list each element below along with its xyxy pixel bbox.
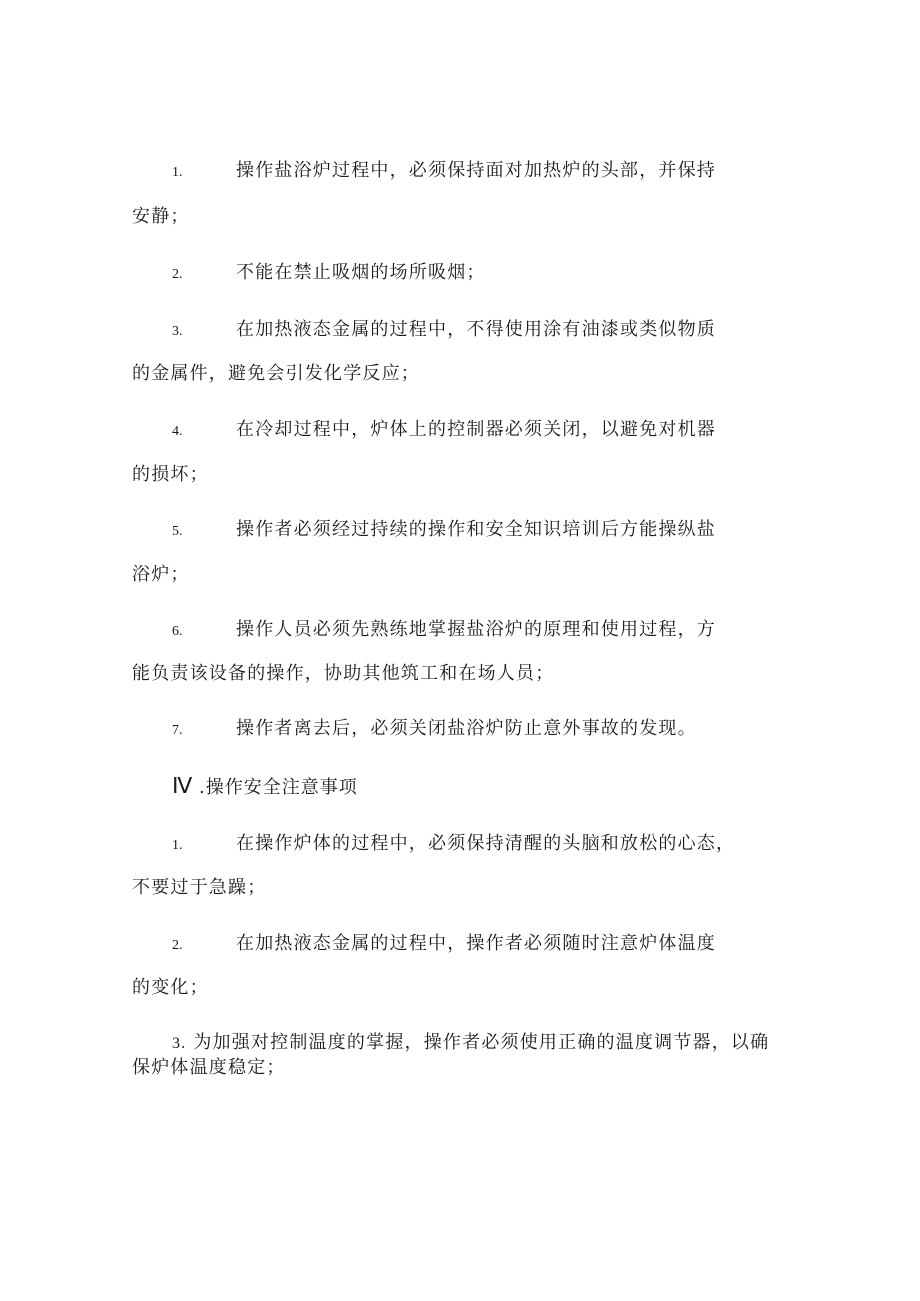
item-text-line1: 操作盐浴炉过程中，必须保持面对加热炉的头部，并保持	[236, 160, 716, 181]
item-text-line1: 不能在禁止吸烟的场所吸烟；	[236, 262, 486, 283]
item-text-line1: 操作者必须经过持续的操作和安全知识培训后方能操纵盐	[236, 519, 716, 540]
item-text-line2: 安静；	[132, 206, 190, 227]
item-text-line1: 在冷却过程中，炉体上的控制器必须关闭，以避免对机器	[236, 419, 716, 440]
item-text-line2: 保炉体温度稳定；	[132, 1057, 286, 1078]
item-text-line2: 的变化；	[132, 977, 209, 998]
item-number: 6.	[172, 624, 183, 639]
item-text-line1: 在加热液态金属的过程中，操作者必须随时注意炉体温度	[236, 933, 716, 954]
item-text-line2: 不要过于急躁；	[132, 877, 267, 898]
item-number: 4.	[172, 424, 183, 439]
item-text-line1: 在加热液态金属的过程中，不得使用涂有油漆或类似物质	[236, 319, 716, 340]
section-title: .操作安全注意事项	[199, 777, 358, 798]
item-number: 2.	[172, 938, 183, 953]
item-number: 2.	[172, 267, 183, 282]
item-text-line1: 操作人员必须先熟练地掌握盐浴炉的原理和使用过程，方	[236, 619, 716, 640]
item-text-line2: 浴炉；	[132, 564, 190, 585]
item-number: 1.	[172, 838, 183, 853]
item-text-line1: 为加强对控制温度的掌握，操作者必须使用正确的温度调节器，以确	[193, 1032, 770, 1053]
item-text-line2: 能负责该设备的操作，协助其他筑工和在场人员；	[132, 663, 555, 684]
item-number: 3.	[172, 1035, 187, 1052]
item-number: 5.	[172, 524, 183, 539]
section-roman-numeral: Ⅳ	[172, 773, 194, 798]
item-text-line2: 的金属件，避免会引发化学反应；	[132, 363, 420, 384]
item-number: 3.	[172, 324, 183, 339]
item-text-line1: 在操作炉体的过程中，必须保持清醒的头脑和放松的心态，	[236, 833, 736, 854]
item-number: 1.	[172, 165, 183, 180]
section-heading	[172, 774, 358, 800]
item-text-line1: 操作者离去后，必须关闭盐浴炉防止意外事故的发现。	[236, 718, 697, 739]
item-text-line2: 的损坏；	[132, 464, 209, 485]
item-number: 7.	[172, 723, 183, 738]
